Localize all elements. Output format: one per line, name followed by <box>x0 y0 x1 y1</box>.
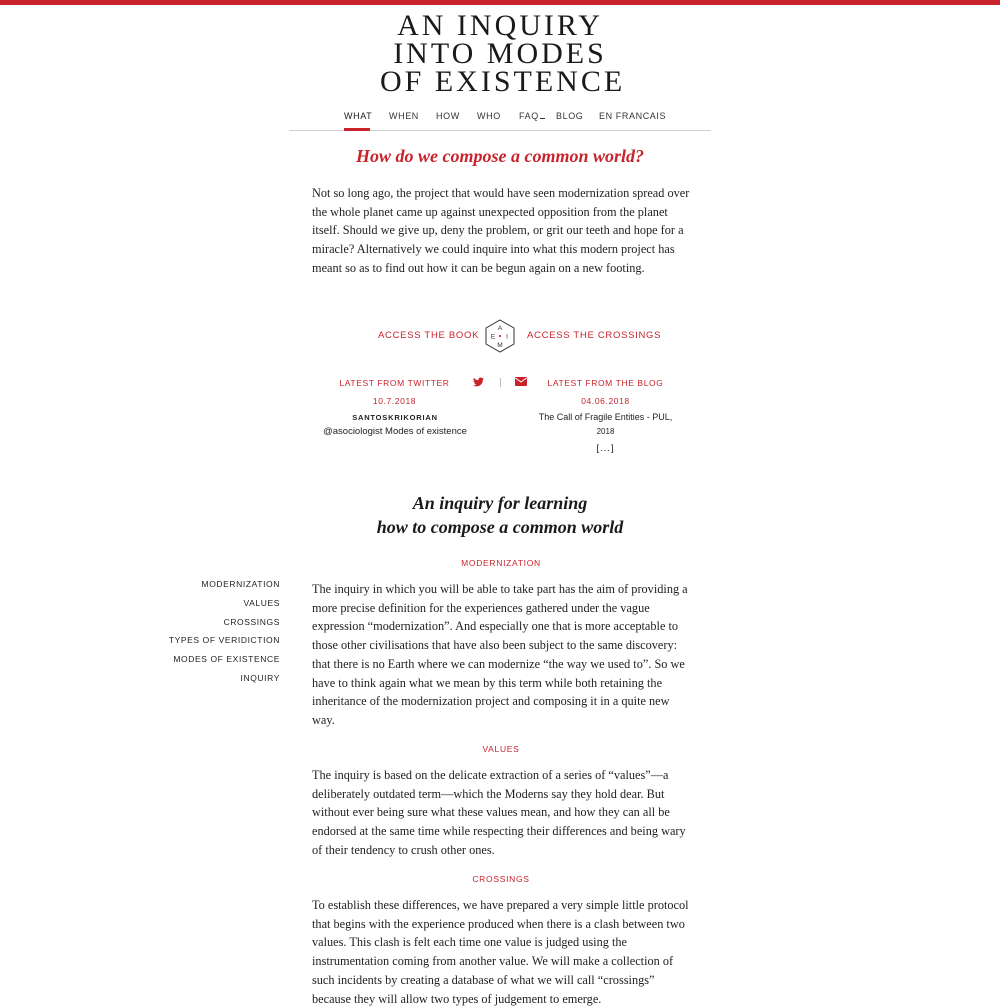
intro-text: Not so long ago, the project that would have seen modernization spread over the whole planet came up against unexpected opposition from the planet itself. Should we give up, deny the problem, or grit our teeth and hope for a miracle? Alternatively we could inquire into what this modern project has meant so as to find out how it can be begun again on a new footing. <box>312 186 690 275</box>
emblem-letter-i: I <box>506 333 508 341</box>
intro-paragraph <box>312 184 690 278</box>
twitter-feed-label[interactable]: LATEST FROM TWITTER <box>339 378 450 388</box>
nav-item-what[interactable]: WHAT <box>344 111 373 121</box>
nav-item-when[interactable]: WHEN <box>389 111 419 121</box>
sidebar-item-values[interactable]: VALUES <box>243 597 280 608</box>
logo-line-3: OF EXISTENCE <box>380 65 626 98</box>
twitter-text[interactable]: @asociologist Modes of existence <box>323 426 467 437</box>
nav-active-indicator <box>344 128 370 131</box>
logo-line-2: INTO MODES <box>393 37 607 70</box>
access-crossings-link[interactable]: ACCESS THE CROSSINGS <box>527 330 662 341</box>
intro-title: How do we compose a common world? <box>356 146 644 166</box>
crossings-paragraph <box>312 896 690 1008</box>
modernization-paragraph <box>312 580 690 730</box>
sidebar-item-modes-of-existence[interactable]: MODES OF EXISTENCE <box>173 654 280 665</box>
section-title-line-1: An inquiry for learning <box>412 493 588 513</box>
crossings-heading: CROSSINGS <box>472 874 530 884</box>
twitter-icon[interactable] <box>473 377 484 387</box>
modernization-heading: MODERNIZATION <box>461 558 541 568</box>
crossings-text: To establish these differences, we have prepared a very simple little protocol that begins with the experience produced when there is a clash between two values. This clash is felt each time one value is judged using the instrumentation coming from another value. We will make a collection of such incidents by creating a database of what we will call “crossings” because they will allow two types of judgement to emerge. <box>312 898 689 1006</box>
site-logo[interactable] <box>380 9 626 98</box>
emblem-letter-m: M <box>497 342 503 349</box>
section-title-line-2: how to compose a common world <box>376 517 624 537</box>
emblem-letter-e: E <box>490 333 496 341</box>
blog-post-title-line-2: 2018 <box>596 427 615 436</box>
sidebar-item-modernization[interactable]: MODERNIZATION <box>201 579 280 589</box>
values-heading: VALUES <box>482 744 520 754</box>
sidebar-item-inquiry[interactable]: INQUIRY <box>240 672 280 683</box>
sidebar-item-types-of-veridiction[interactable]: TYPES OF VERIDICTION <box>168 635 280 646</box>
blog-feed-label[interactable]: LATEST FROM THE BLOG <box>547 378 664 388</box>
faq-underscore-mark <box>540 118 545 119</box>
logo-line-1: AN INQUIRY <box>397 9 603 42</box>
access-book-link[interactable]: ACCESS THE BOOK <box>378 330 480 341</box>
values-paragraph <box>312 766 690 860</box>
nav-item-how[interactable]: HOW <box>436 111 460 121</box>
envelope-icon[interactable] <box>515 377 527 386</box>
nav-item-en-francais[interactable]: EN FRANCAIS <box>599 111 667 121</box>
feeds-divider <box>500 378 501 387</box>
section-sidebar-nav <box>150 575 280 688</box>
emblem-letter-a: A <box>497 325 503 332</box>
values-text: The inquiry is based on the delicate extraction of a series of “values”—a deliberately outdated term—which the Moderns say they hold dear. But without ever being sure what these values mean, and how they can all be endorsed at the same time while respecting their differences and being wary of their tendency to crush other ones. <box>312 768 686 857</box>
top-accent-bar <box>0 0 1000 5</box>
nav-item-faq[interactable] <box>519 111 545 121</box>
twitter-username[interactable]: SANTOSKRIKORIAN <box>352 413 438 422</box>
main-navigation <box>289 104 711 131</box>
nav-item-who[interactable]: WHO <box>477 111 501 121</box>
blog-date: 04.06.2018 <box>581 396 630 406</box>
blog-read-more[interactable]: [...] <box>596 443 615 454</box>
modernization-text: The inquiry in which you will be able to take part has the aim of providing a more precise definition for the experiences gathered under the vague expression “modernization”. And especially one that is more acceptable to those other civilisations that have also been subject to the same discovery: that there is no Earth where we can modernize “the way we used to”. So we have to think again what we mean by this term while both retaining the inheritance of the modernization project and composing it in a quite new way. <box>312 582 688 727</box>
aime-hexagon-logo[interactable] <box>483 319 517 353</box>
twitter-date: 10.7.2018 <box>372 396 417 406</box>
blog-post-title-line-1[interactable]: The Call of Fragile Entities - PUL, <box>538 412 673 422</box>
sidebar-item-crossings[interactable]: CROSSINGS <box>223 616 280 627</box>
nav-item-blog[interactable]: BLOG <box>556 111 584 121</box>
nav-item-faq-label: FAQ <box>519 111 539 121</box>
emblem-center-dot <box>499 335 501 337</box>
section-title <box>289 491 711 539</box>
